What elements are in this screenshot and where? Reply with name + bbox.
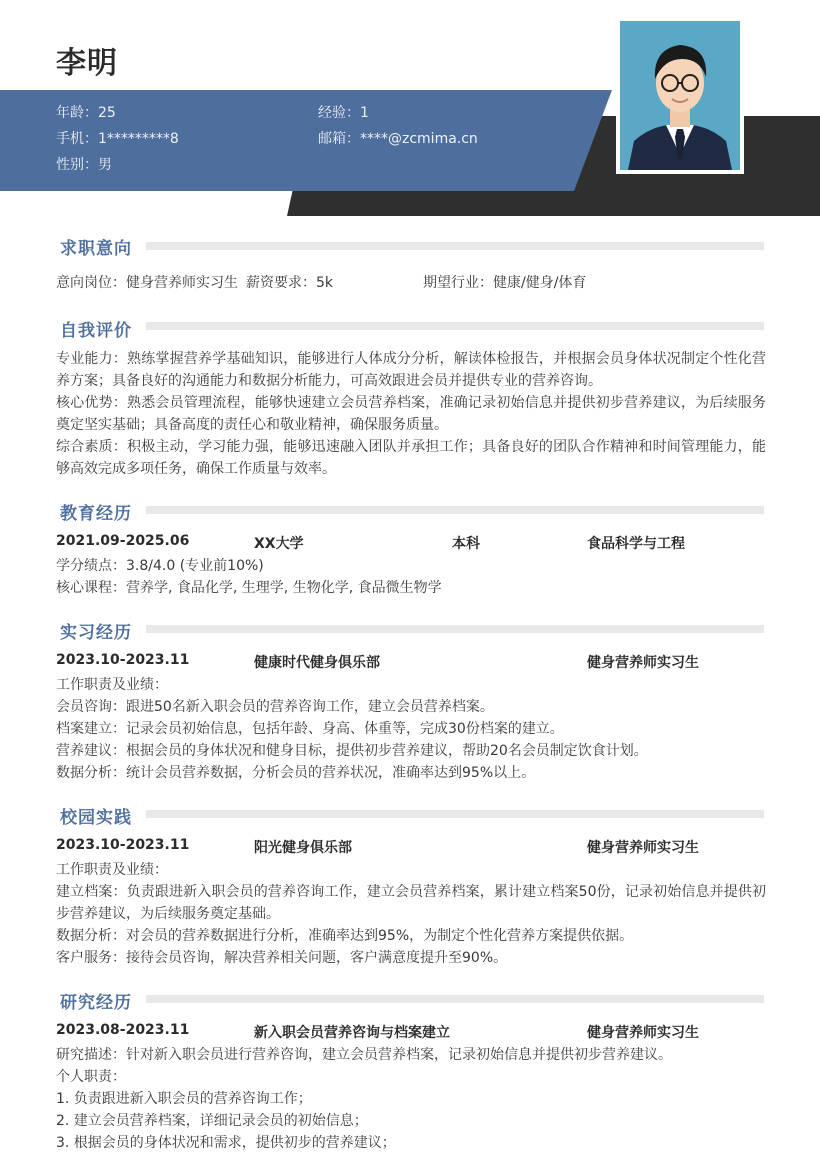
internship-line: 营养建议：根据会员的身体状况和健身目标，提供初步营养建议，帮助20名会员制定饮食计划。 bbox=[56, 743, 648, 759]
research-line: 研究描述：针对新入职会员进行营养咨询，建立会员营养档案，记录初始信息并提供初步营养建议。 bbox=[56, 1047, 672, 1063]
self-eval-paragraph: 综合素质：积极主动，学习能力强，能够迅速融入团队并承担工作；具备良好的团队合作精神和时间管理能力，能够高效完成多项任务，确保工作质量与效率。 bbox=[56, 439, 766, 477]
research-section-divider bbox=[146, 995, 764, 1003]
internship-line: 会员咨询：跟进50名新入职会员的营养咨询工作，建立会员营养档案。 bbox=[56, 699, 494, 715]
internship-line: 数据分析：统计会员营养数据，分析会员的营养状况，准确率达到95%以上。 bbox=[56, 765, 536, 781]
internship-org: 健康时代健身俱乐部 bbox=[254, 655, 380, 671]
phone-field: 手机：1*********8 bbox=[56, 131, 179, 147]
campus-line: 客户服务：接待会员咨询，解决营养相关问题，客户满意度提升至90%。 bbox=[56, 950, 508, 966]
internship-line: 工作职责及业绩： bbox=[56, 677, 168, 693]
intent-industry: 期望行业：健康/健身/体育 bbox=[423, 275, 587, 291]
experience-field: 经验：1 bbox=[318, 105, 369, 121]
education-date: 2021.09-2025.06 bbox=[56, 533, 190, 549]
research-body bbox=[56, 1044, 766, 1154]
campus-body bbox=[56, 859, 766, 969]
internship-date: 2023.10-2023.11 bbox=[56, 652, 190, 668]
research-line: 2. 建立会员营养档案，详细记录会员的初始信息； bbox=[56, 1113, 368, 1129]
self-eval-body bbox=[56, 348, 766, 480]
research-section-title: 研究经历 bbox=[60, 993, 132, 1013]
education-school: XX大学 bbox=[254, 536, 304, 552]
self-eval-section-divider bbox=[146, 322, 764, 330]
campus-date: 2023.10-2023.11 bbox=[56, 837, 190, 853]
intent-section-divider bbox=[146, 242, 764, 250]
campus-org: 阳光健身俱乐部 bbox=[254, 840, 352, 856]
internship-line: 档案建立：记录会员初始信息，包括年龄、身高、体重等，完成30份档案的建立。 bbox=[56, 721, 564, 737]
campus-line: 工作职责及业绩： bbox=[56, 862, 168, 878]
education-section-divider bbox=[146, 506, 764, 514]
internship-body bbox=[56, 674, 766, 784]
education-courses: 核心课程：营养学, 食品化学, 生理学, 生物化学, 食品微生物学 bbox=[56, 580, 442, 596]
campus-line: 建立档案：负责跟进新入职会员的营养咨询工作，建立会员营养档案，累计建立档案50份，记录初始信息并提供初步营养建议，为后续服务奠定基础。 bbox=[56, 884, 766, 922]
research-role: 健身营养师实习生 bbox=[587, 1025, 699, 1041]
education-section-title: 教育经历 bbox=[60, 504, 132, 524]
intent-position: 意向岗位：健身营养师实习生 bbox=[56, 275, 238, 291]
internship-section-divider bbox=[146, 625, 764, 633]
internship-role: 健身营养师实习生 bbox=[587, 655, 699, 671]
research-line: 1. 负责跟进新入职会员的营养咨询工作； bbox=[56, 1091, 312, 1107]
intent-section-title: 求职意向 bbox=[60, 239, 132, 259]
self-eval-paragraph: 核心优势：熟悉会员管理流程，能够快速建立会员营养档案，准确记录初始信息并提供初步营养建议，为后续服务奠定坚实基础；具备高度的责任心和敬业精神，确保服务质量。 bbox=[56, 395, 766, 433]
age-field: 年龄：25 bbox=[56, 105, 116, 121]
self-eval-paragraph: 专业能力：熟练掌握营养学基础知识，能够进行人体成分分析，解读体检报告，并根据会员身体状况制定个性化营养方案；具备良好的沟通能力和数据分析能力，可高效跟进会员并提供专业的营养咨询。 bbox=[56, 351, 766, 389]
internship-section-title: 实习经历 bbox=[60, 623, 132, 643]
portrait-image bbox=[620, 21, 740, 170]
research-line: 3. 根据会员的身体状况和需求，提供初步的营养建议； bbox=[56, 1135, 396, 1151]
education-major: 食品科学与工程 bbox=[587, 536, 685, 552]
campus-section-title: 校园实践 bbox=[60, 808, 132, 828]
research-date: 2023.08-2023.11 bbox=[56, 1022, 190, 1038]
profile-photo bbox=[616, 17, 744, 174]
campus-section-divider bbox=[146, 810, 764, 818]
education-degree: 本科 bbox=[452, 536, 480, 552]
campus-role: 健身营养师实习生 bbox=[587, 840, 699, 856]
self-eval-section-title: 自我评价 bbox=[60, 321, 132, 341]
research-line: 个人职责： bbox=[56, 1069, 126, 1085]
gender-field: 性别：男 bbox=[56, 157, 112, 173]
research-project: 新入职会员营养咨询与档案建立 bbox=[254, 1025, 450, 1041]
candidate-name: 李明 bbox=[56, 46, 118, 81]
campus-line: 数据分析：对会员的营养数据进行分析，准确率达到95%，为制定个性化营养方案提供依据。 bbox=[56, 928, 634, 944]
email-field: 邮箱：****@zcmima.cn bbox=[318, 131, 478, 147]
intent-salary: 薪资要求：5k bbox=[246, 275, 334, 291]
education-gpa: 学分绩点：3.8/4.0 (专业前10%) bbox=[56, 558, 264, 574]
